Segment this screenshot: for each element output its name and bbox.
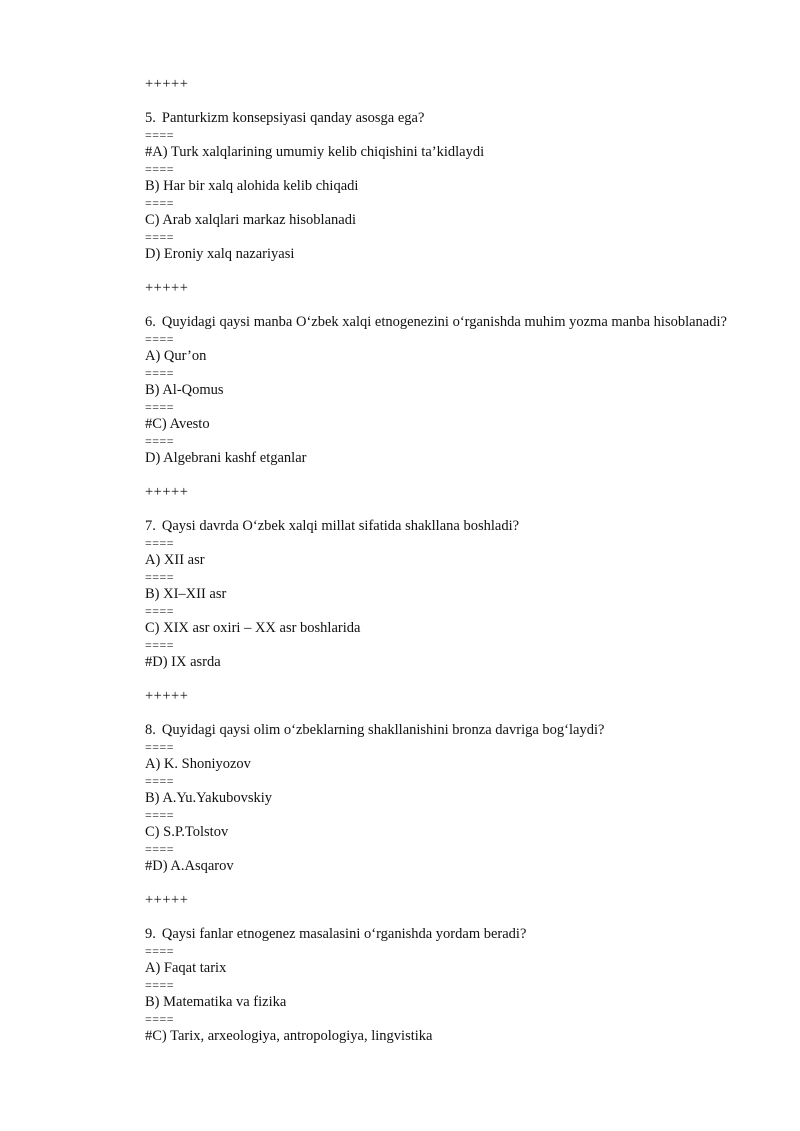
question-text: Quyidagi qaysi manba O‘zbek xalqi etnogenezini o‘rganishda muhim yozma manba hisoblanadi? — [161, 314, 727, 330]
question-block — [145, 926, 800, 1045]
option-separator: ==== — [145, 434, 175, 448]
answer-option: C) Arab xalqlari markaz hisoblanadi — [145, 212, 356, 228]
option-separator: ==== — [145, 162, 175, 176]
option-separator: ==== — [145, 128, 175, 142]
spacer — [145, 467, 800, 484]
option-separator: ==== — [145, 740, 175, 754]
question-end-separator: +++++ — [145, 688, 189, 704]
question-list — [145, 110, 800, 1045]
question-block — [145, 518, 800, 705]
option-separator: ==== — [145, 570, 175, 584]
option-separator: ==== — [145, 842, 175, 856]
option-separator: ==== — [145, 808, 175, 822]
top-separator: +++++ — [145, 76, 189, 92]
answer-option: #C) Avesto — [145, 416, 210, 432]
question-text: Qaysi davrda O‘zbek xalqi millat sifatida shakllana boshladi? — [161, 518, 520, 534]
answer-option: #D) A.Asqarov — [145, 858, 234, 874]
answer-option: A) K. Shoniyozov — [145, 756, 251, 772]
answer-option: #D) IX asrda — [145, 654, 221, 670]
option-separator: ==== — [145, 366, 175, 380]
option-separator: ==== — [145, 978, 175, 992]
question-line — [145, 722, 800, 739]
question-line — [145, 518, 800, 535]
question-block — [145, 110, 800, 297]
answer-option: B) Har bir xalq alohida kelib chiqadi — [145, 178, 359, 194]
answer-option: A) Faqat tarix — [145, 960, 227, 976]
option-separator: ==== — [145, 944, 175, 958]
question-number: 7. — [145, 518, 156, 534]
answer-option: C) S.P.Tolstov — [145, 824, 229, 840]
question-end-separator: +++++ — [145, 484, 189, 500]
question-end-separator: +++++ — [145, 280, 189, 296]
answer-option: #A) Turk xalqlarining umumiy kelib chiqishini ta’kidlaydi — [145, 144, 485, 160]
answer-option: B) A.Yu.Yakubovskiy — [145, 790, 273, 806]
question-number: 8. — [145, 722, 156, 738]
answer-option: B) Matematika va fizika — [145, 994, 287, 1010]
question-line — [145, 314, 800, 331]
question-block — [145, 314, 800, 501]
spacer — [145, 671, 800, 688]
option-separator: ==== — [145, 400, 175, 414]
answer-option: #C) Tarix, arxeologiya, antropologiya, lingvistika — [145, 1028, 433, 1044]
spacer — [145, 875, 800, 892]
question-number: 5. — [145, 110, 156, 126]
answer-option: D) Eroniy xalq nazariyasi — [145, 246, 295, 262]
question-number: 6. — [145, 314, 156, 330]
answer-option: A) XII asr — [145, 552, 205, 568]
option-separator: ==== — [145, 638, 175, 652]
option-separator: ==== — [145, 332, 175, 346]
option-separator: ==== — [145, 230, 175, 244]
spacer — [145, 263, 800, 280]
option-separator: ==== — [145, 536, 175, 550]
question-end-separator: +++++ — [145, 892, 189, 908]
answer-option: C) XIX asr oxiri – XX asr boshlarida — [145, 620, 361, 636]
answer-option: D) Algebrani kashf etganlar — [145, 450, 307, 466]
question-line — [145, 110, 800, 127]
question-line — [145, 926, 800, 943]
option-separator: ==== — [145, 774, 175, 788]
question-number: 9. — [145, 926, 156, 942]
option-separator: ==== — [145, 1012, 175, 1026]
option-separator: ==== — [145, 196, 175, 210]
answer-option: B) Al-Qomus — [145, 382, 224, 398]
option-separator: ==== — [145, 604, 175, 618]
answer-option: B) XI–XII asr — [145, 586, 227, 602]
question-block — [145, 722, 800, 909]
question-text: Qaysi fanlar etnogenez masalasini o‘rganishda yordam beradi? — [161, 926, 527, 942]
question-text: Quyidagi qaysi olim o‘zbeklarning shakllanishini bronza davriga bog‘laydi? — [161, 722, 605, 738]
answer-option: A) Qur’on — [145, 348, 207, 364]
question-text: Panturkizm konsepsiyasi qanday asosga ega? — [161, 110, 425, 126]
